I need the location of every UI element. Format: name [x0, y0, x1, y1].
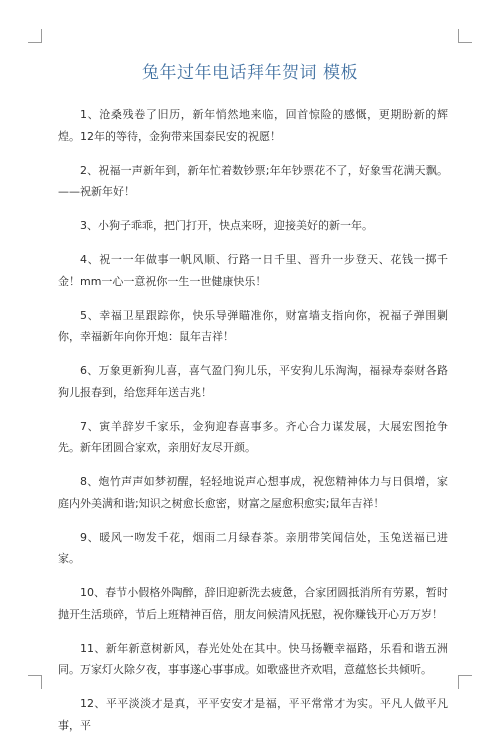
- crop-mark-bottom-right-h: [458, 675, 472, 676]
- paragraph-6: 6、万象更新狗儿喜，喜气盈门狗儿乐，平安狗儿乐淘淘，福禄寿泰财各路狗儿报春到，给您拜年送吉兆！: [58, 364, 448, 399]
- paragraph-1: 1、沧桑残卷了旧历，新年悄然地来临，回首惊险的感慨，更期盼新的辉煌。12年的等待，金狗带来国泰民安的祝愿！: [58, 108, 448, 143]
- paragraph-7: 7、寅羊辞岁千家乐，金狗迎春喜事多。齐心合力谋发展，大展宏图抢争先。新年团圆合家欢，亲朋好友尽开颜。: [58, 419, 448, 454]
- paragraph-12: 12、平平淡淡才是真，平平安安才是福，平平常常才为实。平凡人做平凡事，平: [58, 697, 448, 732]
- document-title: 兔年过年电话拜年贺词 模板: [142, 63, 358, 83]
- crop-mark-bottom-right-v: [458, 675, 459, 689]
- crop-mark-top-right-v: [458, 29, 459, 43]
- paragraph-3: 3、小狗子乖乖，把门打开，快点来呀，迎接美好的新一年。: [80, 219, 373, 232]
- paragraph-10: 10、春节小假格外陶醉，辞旧迎新洗去疲惫，合家团圆抵消所有劳累，暂时抛开生活琐碎，节后上班精神百倍，朋友问候清风抚慰，祝你赚钱开心万万岁！: [58, 586, 448, 621]
- paragraph-8: 8、炮竹声声如梦初醒，轻轻地说声心想事成，祝您精神体力与日俱增，家庭内外美满和谐;知识之树愈长愈密，财富之屋愈积愈实;鼠年吉祥！: [58, 475, 448, 510]
- document-body: [58, 104, 448, 749]
- paragraph-4: 4、祝一一年做事一帆风顺、行路一日千里、晋升一步登天、花钱一掷千金！mm一心一意祝你一生一世健康快乐！: [58, 253, 448, 288]
- crop-mark-top-left-v: [41, 29, 42, 43]
- paragraph-9: 9、暖风一吻发千花，烟雨二月绿春茶。亲朋带笑闻信处，玉兔送福已进家。: [58, 530, 448, 565]
- crop-mark-bottom-left-v: [41, 675, 42, 689]
- crop-mark-top-right-h: [458, 42, 472, 43]
- paragraph-11: 11、新年新意树新风，春光处处在其中。快马扬鞭幸福路，乐看和谐五洲同。万家灯火除夕夜，事事遂心事事成。如歌盛世齐欢唱，意蕴悠长共倾听。: [58, 641, 448, 676]
- crop-mark-top-left-h: [28, 42, 42, 43]
- crop-mark-bottom-left-h: [28, 675, 42, 676]
- paragraph-2: 2、祝福一声新年到，新年忙着数钞票;年年钞票花不了，好象雪花满天飘。——祝新年好！: [58, 163, 448, 198]
- paragraph-5: 5、幸福卫星跟踪你，快乐导弹瞄准你，财富墙支指向你，祝福子弹围剿你，幸福新年向你开炮：鼠年吉祥！: [58, 308, 448, 343]
